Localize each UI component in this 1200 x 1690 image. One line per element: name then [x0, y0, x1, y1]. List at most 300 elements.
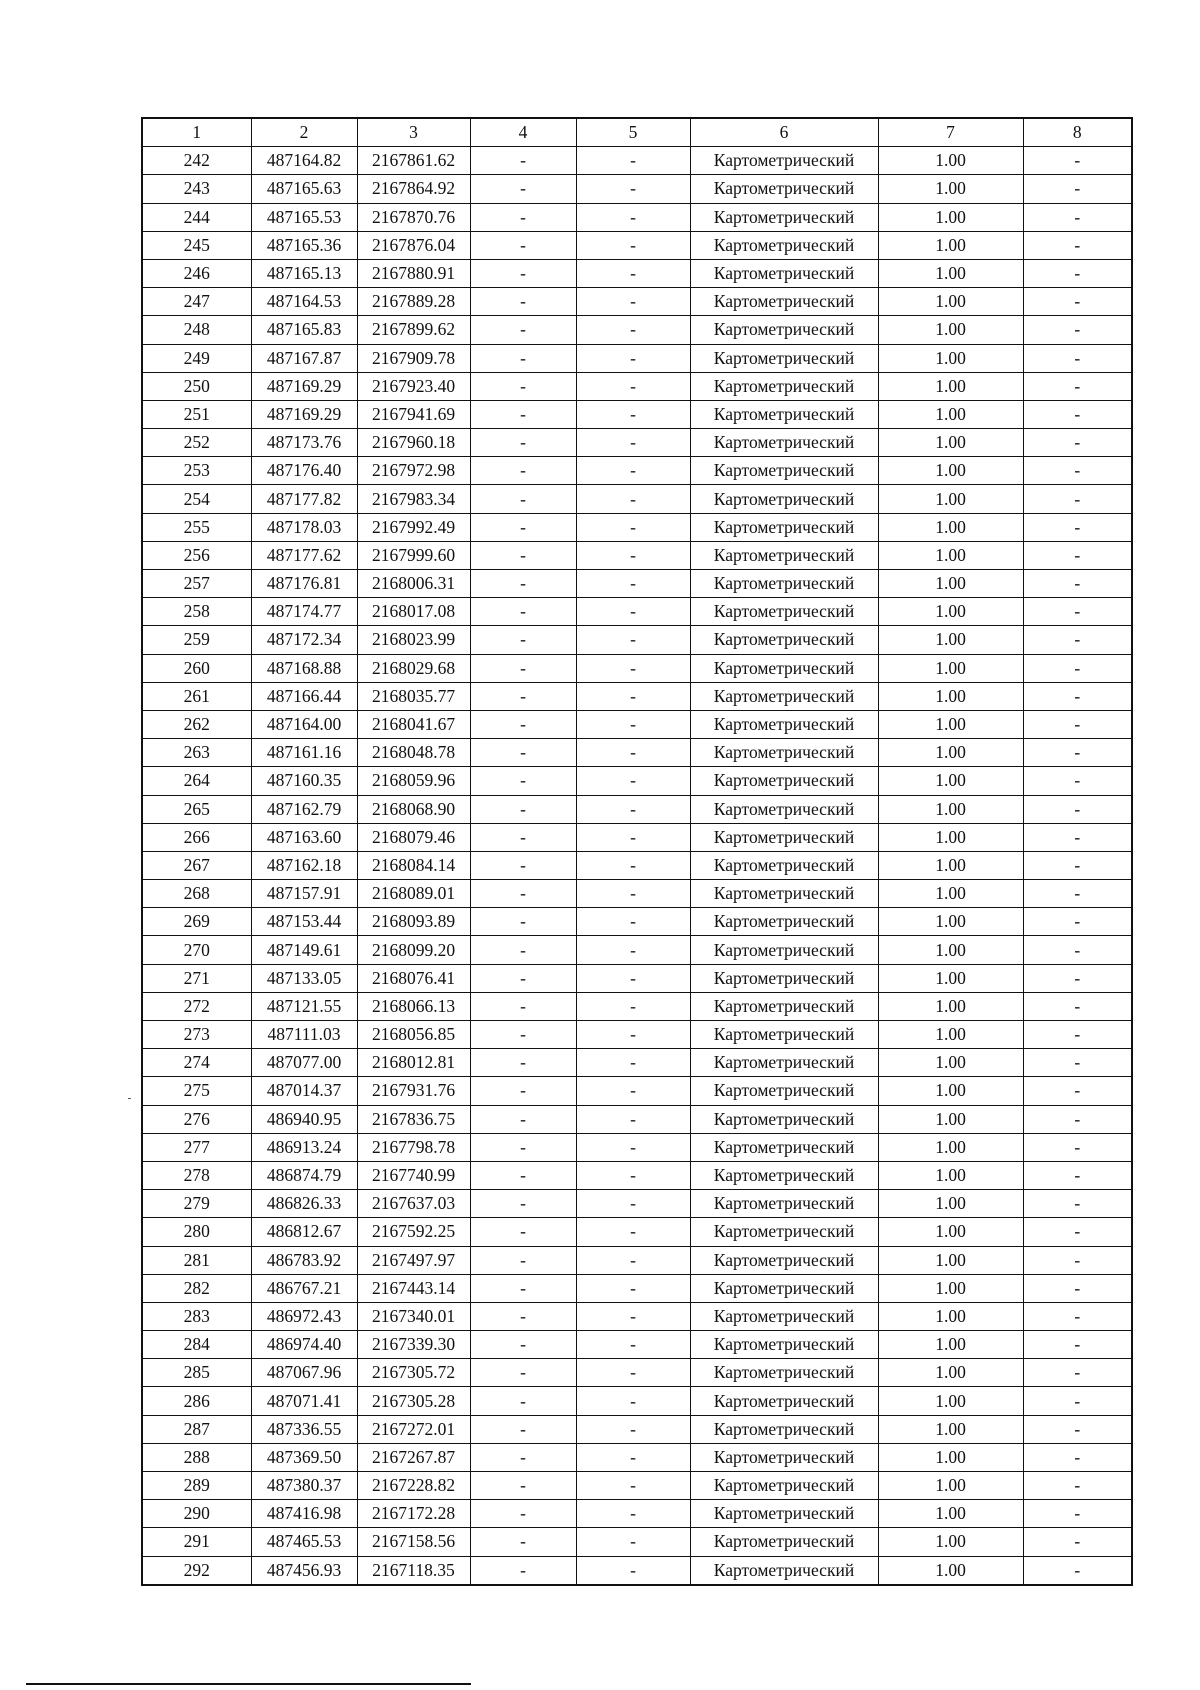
column-8-cell: - — [1023, 429, 1132, 457]
column-header-8: 8 — [1023, 118, 1132, 147]
point-number-cell: 243 — [142, 175, 251, 203]
x-coordinate-cell: 487014.37 — [251, 1077, 357, 1105]
table-row — [142, 1274, 1132, 1302]
column-8-cell: - — [1023, 541, 1132, 569]
column-8-cell: - — [1023, 1190, 1132, 1218]
point-number-cell: 268 — [142, 880, 251, 908]
y-coordinate-cell: 2167637.03 — [357, 1190, 470, 1218]
table-row — [142, 203, 1132, 231]
column-5-cell: - — [576, 429, 690, 457]
x-coordinate-cell: 487163.60 — [251, 823, 357, 851]
accuracy-cell: 1.00 — [878, 1556, 1023, 1585]
y-coordinate-cell: 2168076.41 — [357, 964, 470, 992]
column-8-cell: - — [1023, 513, 1132, 541]
column-5-cell: - — [576, 485, 690, 513]
method-cell: Картометрический — [690, 175, 878, 203]
accuracy-cell: 1.00 — [878, 457, 1023, 485]
x-coordinate-cell: 486913.24 — [251, 1133, 357, 1161]
point-number-cell: 269 — [142, 908, 251, 936]
column-4-cell: - — [470, 1246, 576, 1274]
column-8-cell: - — [1023, 344, 1132, 372]
x-coordinate-cell: 487164.82 — [251, 147, 357, 175]
point-number-cell: 260 — [142, 654, 251, 682]
y-coordinate-cell: 2167592.25 — [357, 1218, 470, 1246]
y-coordinate-cell: 2168012.81 — [357, 1049, 470, 1077]
column-8-cell: - — [1023, 400, 1132, 428]
method-cell: Картометрический — [690, 710, 878, 738]
y-coordinate-cell: 2167931.76 — [357, 1077, 470, 1105]
column-8-cell: - — [1023, 1331, 1132, 1359]
point-number-cell: 291 — [142, 1528, 251, 1556]
table-row — [142, 1472, 1132, 1500]
y-coordinate-cell: 2167305.28 — [357, 1387, 470, 1415]
point-number-cell: 250 — [142, 372, 251, 400]
point-number-cell: 271 — [142, 964, 251, 992]
x-coordinate-cell: 487169.29 — [251, 400, 357, 428]
column-4-cell: - — [470, 739, 576, 767]
column-5-cell: - — [576, 1049, 690, 1077]
column-header-2: 2 — [251, 118, 357, 147]
column-4-cell: - — [470, 964, 576, 992]
column-5-cell: - — [576, 513, 690, 541]
method-cell: Картометрический — [690, 1246, 878, 1274]
x-coordinate-cell: 487077.00 — [251, 1049, 357, 1077]
point-number-cell: 287 — [142, 1415, 251, 1443]
table-row — [142, 936, 1132, 964]
column-8-cell: - — [1023, 231, 1132, 259]
column-4-cell: - — [470, 1274, 576, 1302]
column-4-cell: - — [470, 175, 576, 203]
accuracy-cell: 1.00 — [878, 710, 1023, 738]
table-row — [142, 429, 1132, 457]
column-8-cell: - — [1023, 1302, 1132, 1330]
point-number-cell: 290 — [142, 1500, 251, 1528]
y-coordinate-cell: 2167999.60 — [357, 541, 470, 569]
accuracy-cell: 1.00 — [878, 259, 1023, 287]
column-header-1: 1 — [142, 118, 251, 147]
point-number-cell: 252 — [142, 429, 251, 457]
column-4-cell: - — [470, 203, 576, 231]
table-row — [142, 908, 1132, 936]
table-row — [142, 570, 1132, 598]
column-5-cell: - — [576, 710, 690, 738]
table-row — [142, 598, 1132, 626]
y-coordinate-cell: 2168029.68 — [357, 654, 470, 682]
column-8-cell: - — [1023, 288, 1132, 316]
point-number-cell: 288 — [142, 1443, 251, 1471]
column-4-cell: - — [470, 316, 576, 344]
column-5-cell: - — [576, 344, 690, 372]
table-row — [142, 1302, 1132, 1330]
column-5-cell: - — [576, 654, 690, 682]
x-coordinate-cell: 486874.79 — [251, 1161, 357, 1189]
column-8-cell: - — [1023, 175, 1132, 203]
y-coordinate-cell: 2168084.14 — [357, 851, 470, 879]
table-row — [142, 992, 1132, 1020]
method-cell: Картометрический — [690, 1556, 878, 1585]
method-cell: Картометрический — [690, 1021, 878, 1049]
accuracy-cell: 1.00 — [878, 1161, 1023, 1189]
method-cell: Картометрический — [690, 372, 878, 400]
x-coordinate-cell: 487172.34 — [251, 626, 357, 654]
accuracy-cell: 1.00 — [878, 344, 1023, 372]
table-row — [142, 739, 1132, 767]
column-8-cell: - — [1023, 880, 1132, 908]
column-8-cell: - — [1023, 795, 1132, 823]
column-4-cell: - — [470, 851, 576, 879]
y-coordinate-cell: 2168059.96 — [357, 767, 470, 795]
accuracy-cell: 1.00 — [878, 1274, 1023, 1302]
column-5-cell: - — [576, 1302, 690, 1330]
accuracy-cell: 1.00 — [878, 513, 1023, 541]
y-coordinate-cell: 2167870.76 — [357, 203, 470, 231]
table-row — [142, 344, 1132, 372]
table-row — [142, 1105, 1132, 1133]
point-number-cell: 248 — [142, 316, 251, 344]
column-4-cell: - — [470, 936, 576, 964]
column-4-cell: - — [470, 1021, 576, 1049]
y-coordinate-cell: 2168006.31 — [357, 570, 470, 598]
accuracy-cell: 1.00 — [878, 485, 1023, 513]
table-row — [142, 372, 1132, 400]
column-5-cell: - — [576, 1528, 690, 1556]
column-5-cell: - — [576, 1218, 690, 1246]
table-row — [142, 654, 1132, 682]
column-4-cell: - — [470, 485, 576, 513]
table-row — [142, 1331, 1132, 1359]
column-8-cell: - — [1023, 1387, 1132, 1415]
x-coordinate-cell: 487173.76 — [251, 429, 357, 457]
x-coordinate-cell: 487176.81 — [251, 570, 357, 598]
column-8-cell: - — [1023, 372, 1132, 400]
method-cell: Картометрический — [690, 400, 878, 428]
y-coordinate-cell: 2167899.62 — [357, 316, 470, 344]
y-coordinate-cell: 2167909.78 — [357, 344, 470, 372]
method-cell: Картометрический — [690, 1472, 878, 1500]
column-5-cell: - — [576, 372, 690, 400]
column-8-cell: - — [1023, 598, 1132, 626]
x-coordinate-cell: 487164.53 — [251, 288, 357, 316]
column-5-cell: - — [576, 1133, 690, 1161]
column-8-cell: - — [1023, 710, 1132, 738]
point-number-cell: 263 — [142, 739, 251, 767]
column-5-cell: - — [576, 1443, 690, 1471]
accuracy-cell: 1.00 — [878, 175, 1023, 203]
point-number-cell: 270 — [142, 936, 251, 964]
column-8-cell: - — [1023, 1472, 1132, 1500]
column-5-cell: - — [576, 1021, 690, 1049]
y-coordinate-cell: 2167272.01 — [357, 1415, 470, 1443]
y-coordinate-cell: 2168056.85 — [357, 1021, 470, 1049]
x-coordinate-cell: 486826.33 — [251, 1190, 357, 1218]
y-coordinate-cell: 2168093.89 — [357, 908, 470, 936]
point-number-cell: 286 — [142, 1387, 251, 1415]
column-4-cell: - — [470, 1190, 576, 1218]
table-row — [142, 175, 1132, 203]
y-coordinate-cell: 2168099.20 — [357, 936, 470, 964]
column-8-cell: - — [1023, 682, 1132, 710]
table-row — [142, 457, 1132, 485]
column-5-cell: - — [576, 1246, 690, 1274]
point-number-cell: 289 — [142, 1472, 251, 1500]
column-4-cell: - — [470, 1302, 576, 1330]
point-number-cell: 257 — [142, 570, 251, 598]
method-cell: Картометрический — [690, 654, 878, 682]
table-row — [142, 767, 1132, 795]
column-5-cell: - — [576, 203, 690, 231]
x-coordinate-cell: 486940.95 — [251, 1105, 357, 1133]
method-cell: Картометрический — [690, 1133, 878, 1161]
y-coordinate-cell: 2167861.62 — [357, 147, 470, 175]
point-number-cell: 264 — [142, 767, 251, 795]
column-4-cell: - — [470, 880, 576, 908]
column-8-cell: - — [1023, 936, 1132, 964]
method-cell: Картометрический — [690, 513, 878, 541]
column-8-cell: - — [1023, 1443, 1132, 1471]
column-8-cell: - — [1023, 316, 1132, 344]
column-5-cell: - — [576, 936, 690, 964]
y-coordinate-cell: 2167960.18 — [357, 429, 470, 457]
y-coordinate-cell: 2167267.87 — [357, 1443, 470, 1471]
point-number-cell: 284 — [142, 1331, 251, 1359]
table-row — [142, 1218, 1132, 1246]
y-coordinate-cell: 2167923.40 — [357, 372, 470, 400]
table-row — [142, 1443, 1132, 1471]
method-cell: Картометрический — [690, 1359, 878, 1387]
column-header-4: 4 — [470, 118, 576, 147]
accuracy-cell: 1.00 — [878, 570, 1023, 598]
table-row — [142, 1359, 1132, 1387]
coordinate-table — [141, 117, 1133, 1586]
x-coordinate-cell: 487167.87 — [251, 344, 357, 372]
accuracy-cell: 1.00 — [878, 372, 1023, 400]
column-header-7: 7 — [878, 118, 1023, 147]
column-4-cell: - — [470, 231, 576, 259]
method-cell: Картометрический — [690, 767, 878, 795]
accuracy-cell: 1.00 — [878, 429, 1023, 457]
point-number-cell: 282 — [142, 1274, 251, 1302]
x-coordinate-cell: 487165.13 — [251, 259, 357, 287]
column-5-cell: - — [576, 316, 690, 344]
table-row — [142, 1077, 1132, 1105]
column-5-cell: - — [576, 851, 690, 879]
column-8-cell: - — [1023, 1274, 1132, 1302]
point-number-cell: 265 — [142, 795, 251, 823]
x-coordinate-cell: 487160.35 — [251, 767, 357, 795]
x-coordinate-cell: 487162.79 — [251, 795, 357, 823]
y-coordinate-cell: 2167497.97 — [357, 1246, 470, 1274]
accuracy-cell: 1.00 — [878, 1190, 1023, 1218]
accuracy-cell: 1.00 — [878, 288, 1023, 316]
x-coordinate-cell: 486812.67 — [251, 1218, 357, 1246]
table-row — [142, 1500, 1132, 1528]
x-coordinate-cell: 487162.18 — [251, 851, 357, 879]
column-5-cell: - — [576, 1500, 690, 1528]
table-row — [142, 1387, 1132, 1415]
point-number-cell: 251 — [142, 400, 251, 428]
column-5-cell: - — [576, 288, 690, 316]
y-coordinate-cell: 2167443.14 — [357, 1274, 470, 1302]
point-number-cell: 273 — [142, 1021, 251, 1049]
column-4-cell: - — [470, 147, 576, 175]
column-8-cell: - — [1023, 767, 1132, 795]
table-row — [142, 1556, 1132, 1585]
y-coordinate-cell: 2167992.49 — [357, 513, 470, 541]
accuracy-cell: 1.00 — [878, 992, 1023, 1020]
x-coordinate-cell: 487456.93 — [251, 1556, 357, 1585]
table-row — [142, 1528, 1132, 1556]
method-cell: Картометрический — [690, 908, 878, 936]
column-4-cell: - — [470, 1556, 576, 1585]
x-coordinate-cell: 487178.03 — [251, 513, 357, 541]
point-number-cell: 281 — [142, 1246, 251, 1274]
column-header-3: 3 — [357, 118, 470, 147]
column-8-cell: - — [1023, 147, 1132, 175]
accuracy-cell: 1.00 — [878, 1331, 1023, 1359]
accuracy-cell: 1.00 — [878, 682, 1023, 710]
column-5-cell: - — [576, 400, 690, 428]
column-5-cell: - — [576, 1331, 690, 1359]
column-4-cell: - — [470, 344, 576, 372]
method-cell: Картометрический — [690, 259, 878, 287]
accuracy-cell: 1.00 — [878, 1218, 1023, 1246]
point-number-cell: 249 — [142, 344, 251, 372]
method-cell: Картометрический — [690, 1274, 878, 1302]
x-coordinate-cell: 487177.82 — [251, 485, 357, 513]
table-body — [142, 147, 1132, 1585]
y-coordinate-cell: 2167972.98 — [357, 457, 470, 485]
table-row — [142, 231, 1132, 259]
y-coordinate-cell: 2167340.01 — [357, 1302, 470, 1330]
table-row — [142, 795, 1132, 823]
column-8-cell: - — [1023, 259, 1132, 287]
column-4-cell: - — [470, 1331, 576, 1359]
x-coordinate-cell: 487176.40 — [251, 457, 357, 485]
method-cell: Картометрический — [690, 851, 878, 879]
x-coordinate-cell: 486783.92 — [251, 1246, 357, 1274]
column-8-cell: - — [1023, 1246, 1132, 1274]
column-8-cell: - — [1023, 1049, 1132, 1077]
x-coordinate-cell: 487165.53 — [251, 203, 357, 231]
accuracy-cell: 1.00 — [878, 1246, 1023, 1274]
accuracy-cell: 1.00 — [878, 1105, 1023, 1133]
method-cell: Картометрический — [690, 316, 878, 344]
table-row — [142, 851, 1132, 879]
column-4-cell: - — [470, 1443, 576, 1471]
method-cell: Картометрический — [690, 1387, 878, 1415]
x-coordinate-cell: 487133.05 — [251, 964, 357, 992]
accuracy-cell: 1.00 — [878, 1472, 1023, 1500]
column-5-cell: - — [576, 1161, 690, 1189]
x-coordinate-cell: 487111.03 — [251, 1021, 357, 1049]
method-cell: Картометрический — [690, 344, 878, 372]
column-8-cell: - — [1023, 739, 1132, 767]
column-5-cell: - — [576, 1556, 690, 1585]
column-8-cell: - — [1023, 1105, 1132, 1133]
point-number-cell: 258 — [142, 598, 251, 626]
column-5-cell: - — [576, 908, 690, 936]
column-5-cell: - — [576, 992, 690, 1020]
x-coordinate-cell: 486974.40 — [251, 1331, 357, 1359]
x-coordinate-cell: 487166.44 — [251, 682, 357, 710]
column-4-cell: - — [470, 654, 576, 682]
y-coordinate-cell: 2167740.99 — [357, 1161, 470, 1189]
column-4-cell: - — [470, 541, 576, 569]
column-4-cell: - — [470, 457, 576, 485]
x-coordinate-cell: 487169.29 — [251, 372, 357, 400]
y-coordinate-cell: 2167836.75 — [357, 1105, 470, 1133]
column-5-cell: - — [576, 457, 690, 485]
point-number-cell: 267 — [142, 851, 251, 879]
accuracy-cell: 1.00 — [878, 316, 1023, 344]
table-row — [142, 259, 1132, 287]
point-number-cell: 256 — [142, 541, 251, 569]
column-8-cell: - — [1023, 1415, 1132, 1443]
accuracy-cell: 1.00 — [878, 231, 1023, 259]
point-number-cell: 277 — [142, 1133, 251, 1161]
column-4-cell: - — [470, 795, 576, 823]
table-row — [142, 964, 1132, 992]
column-8-cell: - — [1023, 992, 1132, 1020]
method-cell: Картометрический — [690, 992, 878, 1020]
column-8-cell: - — [1023, 1161, 1132, 1189]
table-row — [142, 485, 1132, 513]
column-5-cell: - — [576, 1415, 690, 1443]
accuracy-cell: 1.00 — [878, 795, 1023, 823]
accuracy-cell: 1.00 — [878, 964, 1023, 992]
accuracy-cell: 1.00 — [878, 936, 1023, 964]
margin-mark — [128, 1098, 131, 1099]
table-row — [142, 288, 1132, 316]
accuracy-cell: 1.00 — [878, 1415, 1023, 1443]
column-5-cell: - — [576, 1105, 690, 1133]
accuracy-cell: 1.00 — [878, 1500, 1023, 1528]
x-coordinate-cell: 487177.62 — [251, 541, 357, 569]
column-5-cell: - — [576, 1077, 690, 1105]
column-4-cell: - — [470, 1161, 576, 1189]
column-8-cell: - — [1023, 570, 1132, 598]
method-cell: Картометрический — [690, 936, 878, 964]
method-cell: Картометрический — [690, 964, 878, 992]
method-cell: Картометрический — [690, 429, 878, 457]
x-coordinate-cell: 487369.50 — [251, 1443, 357, 1471]
column-4-cell: - — [470, 1472, 576, 1500]
column-5-cell: - — [576, 259, 690, 287]
accuracy-cell: 1.00 — [878, 147, 1023, 175]
column-4-cell: - — [470, 1105, 576, 1133]
accuracy-cell: 1.00 — [878, 1302, 1023, 1330]
table-row — [142, 1415, 1132, 1443]
method-cell: Картометрический — [690, 1190, 878, 1218]
accuracy-cell: 1.00 — [878, 654, 1023, 682]
x-coordinate-cell: 487121.55 — [251, 992, 357, 1020]
table-row — [142, 1161, 1132, 1189]
point-number-cell: 244 — [142, 203, 251, 231]
point-number-cell: 255 — [142, 513, 251, 541]
y-coordinate-cell: 2168079.46 — [357, 823, 470, 851]
x-coordinate-cell: 487161.16 — [251, 739, 357, 767]
y-coordinate-cell: 2167889.28 — [357, 288, 470, 316]
column-5-cell: - — [576, 823, 690, 851]
y-coordinate-cell: 2167228.82 — [357, 1472, 470, 1500]
column-8-cell: - — [1023, 654, 1132, 682]
column-8-cell: - — [1023, 1528, 1132, 1556]
column-4-cell: - — [470, 1359, 576, 1387]
column-4-cell: - — [470, 372, 576, 400]
x-coordinate-cell: 487165.83 — [251, 316, 357, 344]
y-coordinate-cell: 2167798.78 — [357, 1133, 470, 1161]
accuracy-cell: 1.00 — [878, 1133, 1023, 1161]
